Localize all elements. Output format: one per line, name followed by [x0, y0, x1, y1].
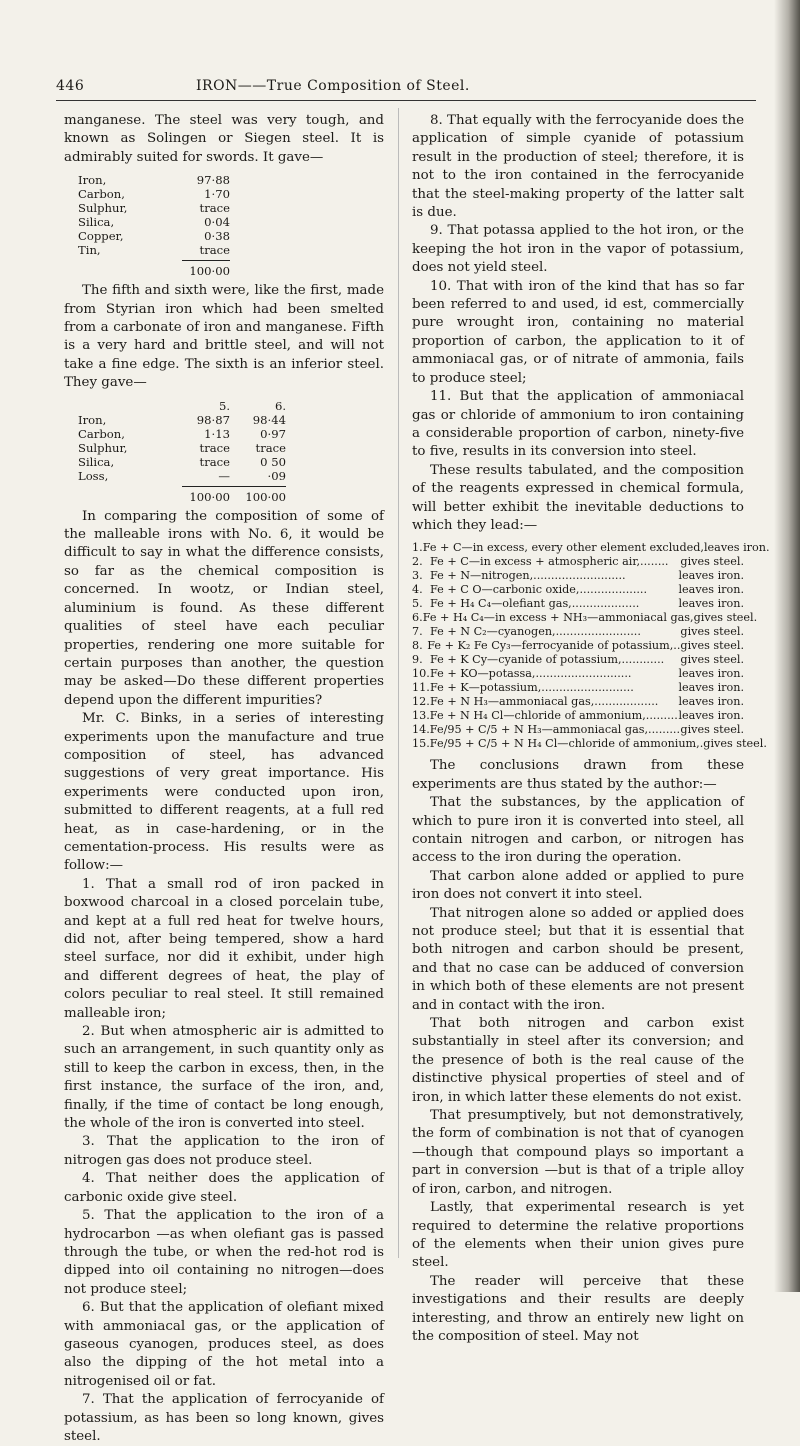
- conclusion-item: That carbon alone added or applied to pure iron does not convert it into steel.: [412, 868, 744, 903]
- reaction-row: 13. Fe + N H₄ Cl—chloride of ammonium,......... leaves iron.: [412, 709, 744, 723]
- paragraph: The fifth and sixth were, like the first, made from Styrian iron which had been smelted from a carbonate of iron and manganese. Fifth is a very hard and brittle steel, and will not take a fine edge. The sixth is an inferior steel. They gave—: [64, 283, 384, 391]
- experiment-item: 11. But that the application of ammoniacal gas or chloride of ammonium to iron containing a considerable proportion of carbon, ninety-five to five, results in its conversion into steel.: [412, 389, 744, 460]
- reaction-row: 14. Fe/95 + C/5 + N H₃—ammoniacal gas,......... gives steel.: [412, 723, 744, 737]
- running-title: IRON——True Composition of Steel.: [196, 78, 470, 94]
- paragraph: manganese. The steel was very tough, and known as Solingen or Siegen steel. It is admirably suited for swords. It gave—: [64, 113, 384, 165]
- reaction-row: 15. Fe/95 + C/5 + N H₄ Cl—chloride of ammonium,. gives steel.: [412, 737, 767, 751]
- reaction-row: 10. Fe + KO—potassa,........................... leaves iron.: [412, 667, 744, 681]
- experiment-item: 10. That with iron of the kind that has so far been referred to and used, id est, commercially pure wrought iron, containing no material proportion of carbon, the application to it of ammoniacal gas, or of nitrate of ammonia, fails to produce steel;: [412, 278, 744, 386]
- composition-table-1: [78, 173, 384, 278]
- table-total: 100·00 100·00: [78, 483, 384, 504]
- conclusion-item: Lastly, that experimental research is yet required to determine the relative proportions of the elements when their union gives pure steel.: [412, 1200, 744, 1271]
- page-number: 446: [56, 78, 85, 94]
- table-row: Carbon, 1·13 0·97: [78, 426, 286, 441]
- reaction-table: [412, 541, 770, 751]
- table-row: Copper, 0·38: [78, 229, 230, 244]
- experiment-item: 9. That potassa applied to the hot iron, or the keeping the hot iron in the vapor of potassium, does not yield steel.: [412, 223, 744, 276]
- reaction-row: 9. Fe + K Cy—cyanide of potassium,............ gives steel.: [412, 653, 744, 667]
- table-row: Iron, 97·88: [78, 173, 230, 188]
- paragraph: These results tabulated, and the composition of the reagents expressed in chemical formula, will better exhibit the inevitable deductions to which they lead:—: [412, 462, 744, 533]
- table-row: Loss, — ·09: [78, 468, 286, 483]
- composition-table-2: [78, 399, 384, 504]
- table-row: Sulphur, trace: [78, 201, 230, 216]
- page-edge-shadow: [774, 0, 800, 1292]
- running-header: [56, 78, 756, 102]
- experiment-item: 8. That equally with the ferrocyanide does the application of simple cyanide of potassium result in the production of steel; therefore, it is not to the iron contained in the ferrocyanide that the steel-making property of the latter salt is due.: [412, 113, 744, 221]
- column-divider: [398, 108, 399, 1258]
- reaction-row: 7. Fe + N C₂—cyanogen,........................ gives steel.: [412, 625, 744, 639]
- reaction-row: 1. Fe + C—in excess, every other element excluded, leaves iron.: [412, 541, 770, 555]
- reaction-row: 12. Fe + N H₃—ammoniacal gas,.................. leaves iron.: [412, 695, 744, 709]
- table-total: 100·00: [78, 257, 384, 278]
- table-row: Silica, 0·04: [78, 215, 230, 230]
- conclusion-item: That both nitrogen and carbon exist substantially in steel after its conversion; and the presence of both is the real cause of the distinctive physical properties of steel and of iron, in which latter these elements do not exist.: [412, 1016, 744, 1105]
- experiment-item: 4. That neither does the application of carbonic oxide give steel.: [64, 1171, 384, 1205]
- right-column: [412, 112, 770, 1346]
- header-rule: [56, 100, 756, 101]
- experiment-item: 3. That the application to the iron of nitrogen gas does not produce steel.: [64, 1134, 384, 1168]
- experiment-item: 1. That a small rod of iron packed in boxwood charcoal in a closed porcelain tube, and kept at a full red heat for twelve hours, did not, after being tempered, show a hard steel surface, nor did it exhibit, under high and different degrees of heat, the play of colors peculiar to real steel. It still remained malleable iron;: [64, 876, 384, 1021]
- conclusion-item: The reader will perceive that these investigations and their results are deeply interesting, and throw an entirely new light on the composition of steel. May not: [412, 1273, 744, 1344]
- table-row: Sulphur, trace trace: [78, 440, 286, 455]
- paragraph: Mr. C. Binks, in a series of interesting experiments upon the manufacture and true composition of steel, has advanced suggestions of very great importance. His experiments were conducted upon iron, submitted to different reagents, at a full red heat, as in case-hardening, or in the cementation-process. His results were as follow:—: [64, 711, 384, 874]
- reaction-row: 3. Fe + N—nitrogen,.......................... leaves iron.: [412, 569, 744, 583]
- experiment-item: 2. But when atmospheric air is admitted to such an arrangement, in such quantity only as still to keep the carbon in excess, then, in the first instance, the surface of the iron, and, finally, if the time of contact be long enough, the whole of the iron is converted into steel.: [64, 1024, 384, 1132]
- reaction-row: 11. Fe + K—potassium,.......................... leaves iron.: [412, 681, 744, 695]
- left-column: [64, 112, 384, 1446]
- table-row: Silica, trace 0 50: [78, 454, 286, 469]
- conclusion-item: That nitrogen alone so added or applied does not produce steel; but that it is essential that both nitrogen and carbon should be present, and that no case can be adduced of conversion in which both of these elements are not present and in contact with the iron.: [412, 905, 744, 1013]
- reaction-row: 4. Fe + C O—carbonic oxide,................... leaves iron.: [412, 583, 744, 597]
- table-row: Iron, 98·87 98·44: [78, 412, 286, 427]
- experiment-item: 5. That the application to the iron of a hydrocarbon —as when olefiant gas is passed through the tube, or when the red-hot rod is dipped into oil containing no nitrogen—does not produce steel;: [64, 1208, 384, 1297]
- conclusion-item: That the substances, by the application of which to pure iron it is converted into steel, all contain nitrogen and carbon, or nitrogen has access to the iron during the operation.: [412, 795, 744, 866]
- reaction-row: 6. Fe + H₄ C₄—in excess + NH₃—ammoniacal gas, gives steel.: [412, 611, 758, 625]
- conclusion-item: That presumptively, but not demonstratively, the form of combination is not that of cyanogen—though that compound plays so important a part in conversion —but is that of a triple alloy of iron, carbon, and nitrogen.: [412, 1108, 744, 1197]
- table-row: Tin, trace: [78, 243, 230, 258]
- table-row: Carbon, 1·70: [78, 187, 230, 202]
- table-header: 5. 6.: [218, 398, 286, 413]
- reaction-row: 8. Fe + K₂ Fe Cy₃—ferrocyanide of potassium,.. gives steel.: [412, 639, 744, 653]
- reaction-row: 5. Fe + H₄ C₄—olefiant gas,................... leaves iron.: [412, 597, 744, 611]
- experiment-item: 7. That the application of ferrocyanide of potassium, as has been so long known, gives steel.: [64, 1392, 384, 1444]
- paragraph: In comparing the composition of some of the malleable irons with No. 6, it would be difficult to say in what the difference consists, so far as the chemical composition is concerned. In wootz, or Indian steel, aluminium is found. As these different qualities of steel have each peculiar properties, rendering one more suitable for certain purposes than another, the question may be asked—Do these different properties depend upon the different impurities?: [64, 508, 384, 708]
- reaction-row: 2. Fe + C—in excess + atmospheric air,........ gives steel.: [412, 555, 744, 569]
- experiment-item: 6. But that the application of olefiant mixed with ammoniacal gas, or the application of gaseous cyanogen, produces steel, as does also the dipping of the hot metal into a nitrogenised oil or fat.: [64, 1300, 384, 1389]
- paragraph: The conclusions drawn from these experiments are thus stated by the author:—: [412, 758, 744, 792]
